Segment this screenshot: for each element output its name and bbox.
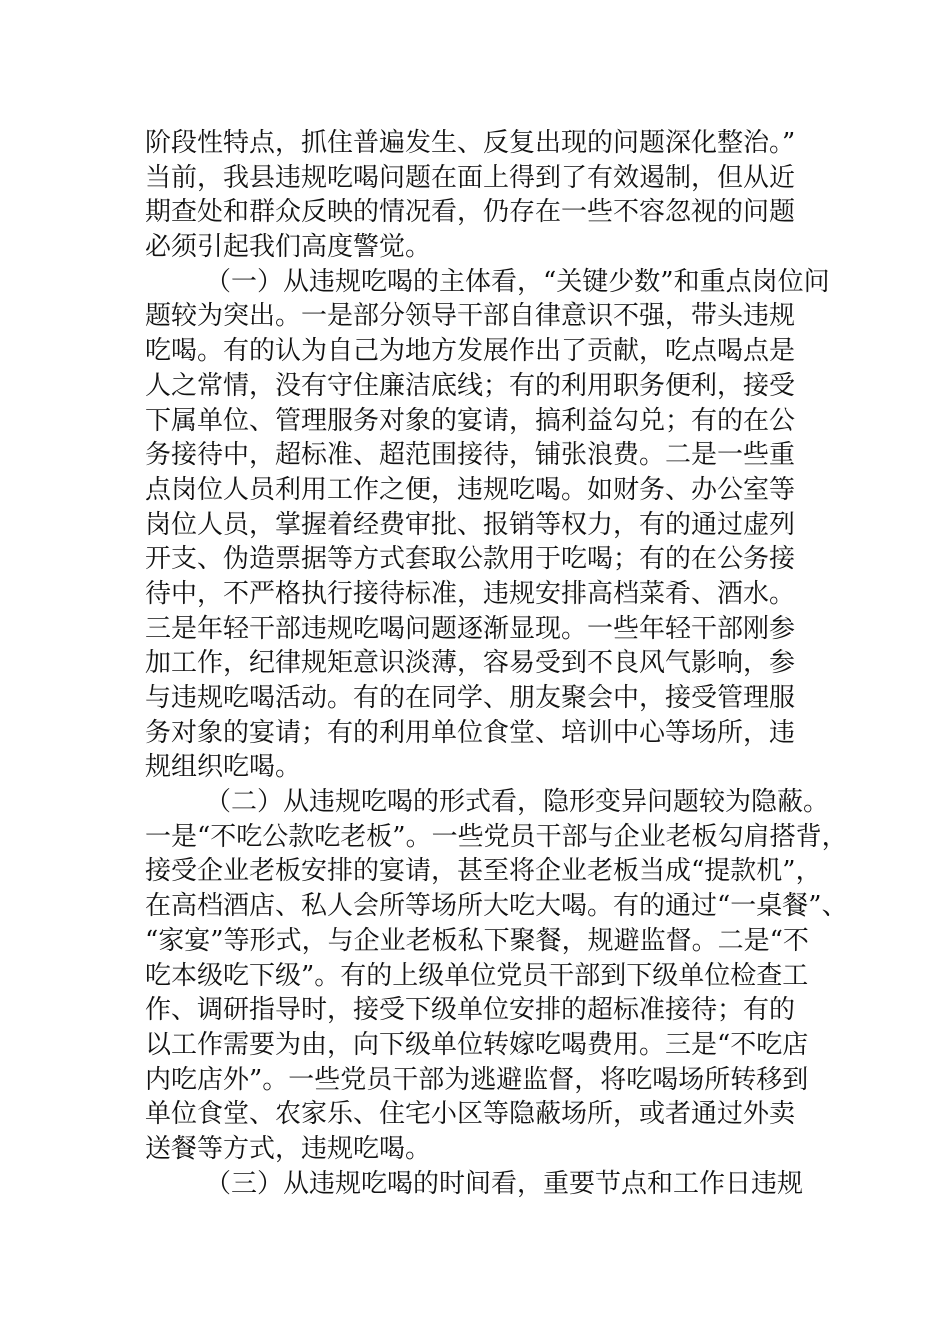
- text-line-14: 待中，不严格执行接待标准，违规安排高档菜肴、酒水。: [145, 578, 796, 609]
- text-line-6: 题较为突出。一是部分领导干部自律意识不强，带头违规: [145, 301, 796, 332]
- section-heading-3: （三）从违规吃喝的时间看，重要节点和工作日违规: [205, 1168, 804, 1199]
- text-line-9: 下属单位、管理服务对象的宴请，搞利益勾兑；有的在公: [145, 405, 796, 436]
- text-line-30: 送餐等方式，违规吃喝。: [145, 1133, 432, 1164]
- text-line-11: 点岗位人员利用工作之便，违规吃喝。如财务、办公室等: [145, 474, 796, 505]
- text-line-10: 务接待中，超标准、超范围接待，铺张浪费。二是一些重: [145, 440, 796, 471]
- text-line-25: 吃本级吃下级”。有的上级单位党员干部到下级单位检查工: [145, 960, 809, 991]
- text-line-2: 当前，我县违规吃喝问题在面上得到了有效遏制，但从近: [145, 162, 796, 193]
- text-line-12: 岗位人员，掌握着经费审批、报销等权力，有的通过虚列: [145, 509, 796, 540]
- text-line-17: 与违规吃喝活动。有的在同学、朋友聚会中，接受管理服: [145, 683, 796, 713]
- text-line-7: 吃喝。有的认为自己为地方发展作出了贡献，吃点喝点是: [145, 336, 796, 367]
- section-heading-1: （一）从违规吃喝的主体看，“关键少数”和重点岗位问: [205, 266, 830, 297]
- text-line-26: 作、调研指导时，接受下级单位安排的超标准接待；有的: [145, 995, 796, 1026]
- section-heading-2: （二）从违规吃喝的形式看，隐形变异问题较为隐蔽。: [205, 787, 830, 818]
- text-line-19: 规组织吃喝。: [145, 752, 302, 783]
- text-line-18: 务对象的宴请；有的利用单位食堂、培训中心等场所，违: [145, 717, 796, 748]
- text-line-3: 期查处和群众反映的情况看，仍存在一些不容忽视的问题: [145, 197, 796, 228]
- text-line-29: 单位食堂、农家乐、住宅小区等隐蔽场所，或者通过外卖: [145, 1099, 796, 1130]
- text-line-8: 人之常情，没有守住廉洁底线；有的利用职务便利，接受: [145, 370, 796, 401]
- text-line-4: 必须引起我们高度警觉。: [145, 232, 432, 263]
- text-line-16: 加工作，纪律规矩意识淡薄，容易受到不良风气影响，参: [145, 648, 796, 679]
- text-line-13: 开支、伪造票据等方式套取公款用于吃喝；有的在公务接: [145, 544, 796, 575]
- text-line-28: 内吃店外”。一些党员干部为逃避监督，将吃喝场所转移到: [145, 1064, 809, 1095]
- text-line-21: 一是“不吃公款吃老板”。一些党员干部与企业老板勾肩搭背，: [145, 821, 848, 852]
- text-line-24: “家宴”等形式，与企业老板私下聚餐，规避监督。二是“不: [145, 925, 809, 956]
- text-line-1: 阶段性特点，抓住普遍发生、反复出现的问题深化整治。”: [145, 128, 796, 158]
- text-line-27: 以工作需要为由，向下级单位转嫁吃喝费用。三是“不吃店: [145, 1029, 809, 1060]
- text-line-15: 三是年轻干部违规吃喝问题逐渐显现。一些年轻干部刚参: [145, 613, 796, 644]
- text-line-23: 在高档酒店、私人会所等场所大吃大喝。有的通过“一桌餐”、: [145, 891, 848, 922]
- body-text: [145, 126, 848, 1201]
- text-line-22: 接受企业老板安排的宴请，甚至将企业老板当成“提款机”，: [145, 856, 822, 887]
